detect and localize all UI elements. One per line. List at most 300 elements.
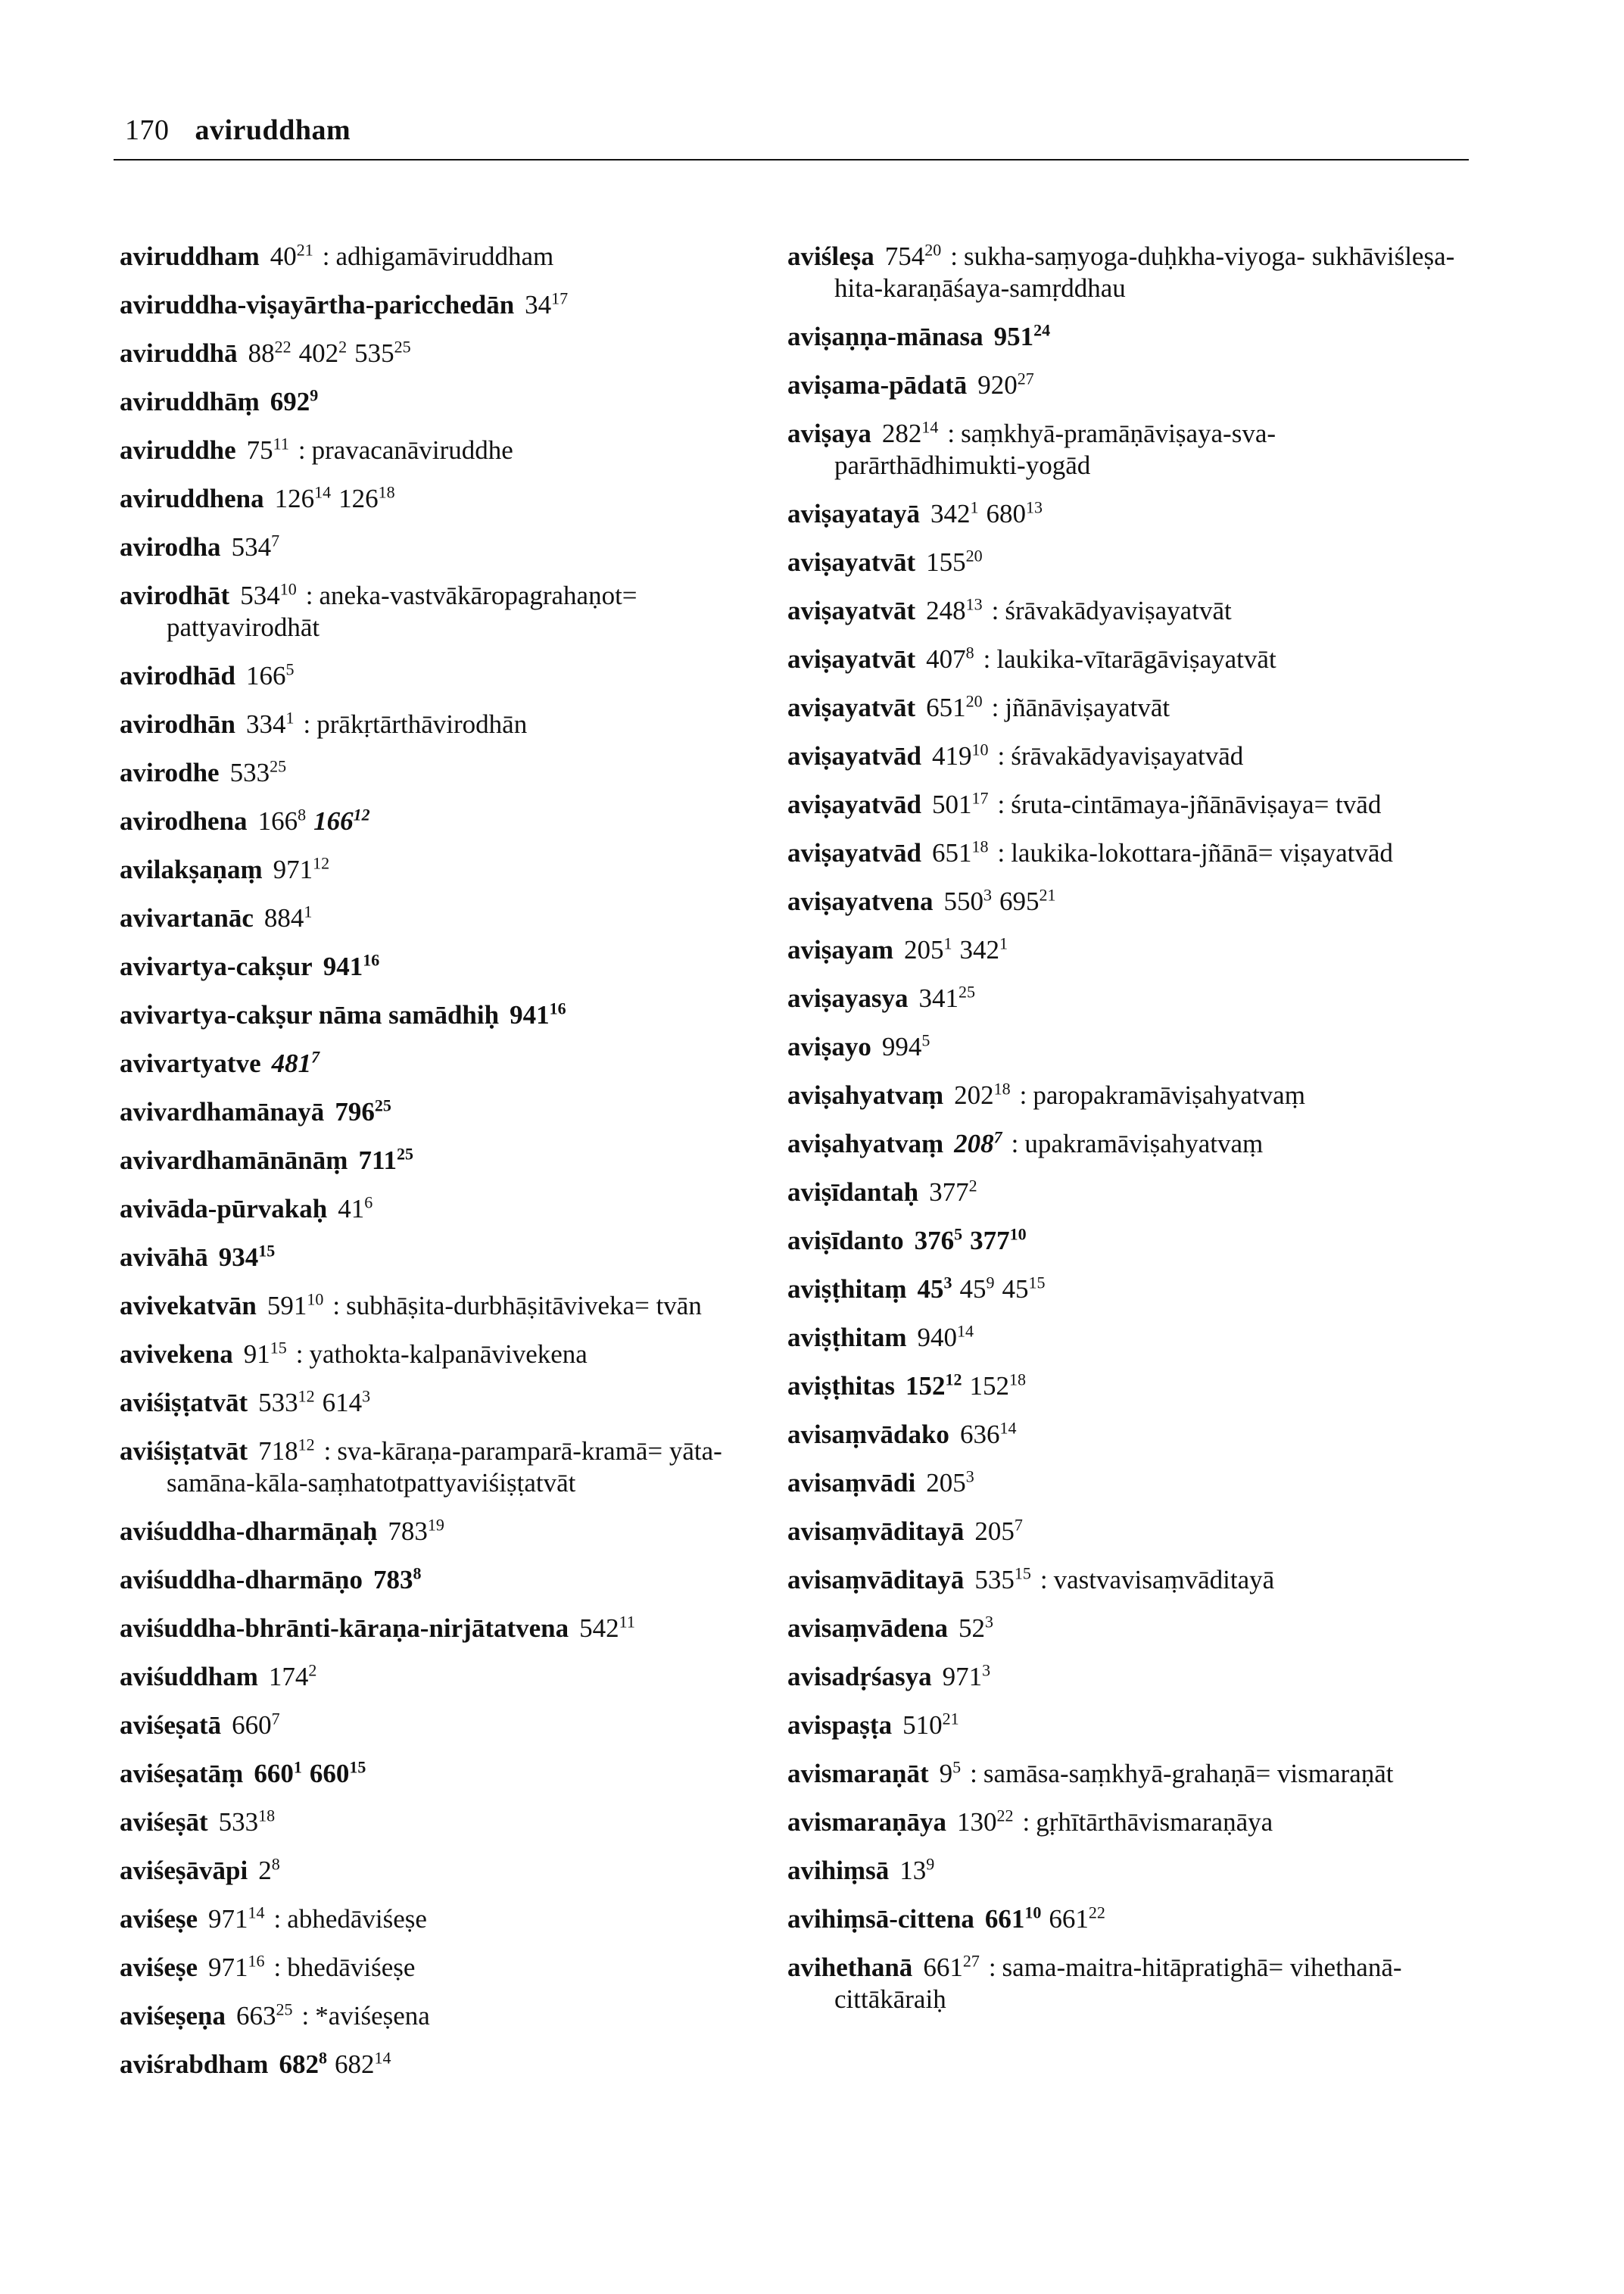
page-number: 166 — [257, 806, 298, 836]
page-reference — [999, 887, 1056, 916]
index-entry — [120, 660, 786, 692]
entry-headword: aviṣayo — [787, 1032, 871, 1061]
index-entry — [787, 934, 1469, 966]
page-number: 971 — [942, 1662, 983, 1691]
page-number: 971 — [208, 1904, 248, 1934]
index-entry — [787, 1225, 1469, 1257]
line-number: 2 — [968, 1176, 977, 1195]
gloss-separator: : — [303, 709, 311, 739]
line-number: 2 — [308, 1660, 317, 1680]
page-number: 941 — [510, 1000, 550, 1030]
page-reference — [270, 387, 319, 416]
page-number: 377 — [970, 1226, 1010, 1255]
page-reference — [236, 2001, 293, 2031]
line-number: 7 — [1014, 1515, 1023, 1535]
entry-headword: avisaṃvādena — [787, 1613, 948, 1643]
entry-headword: avivekatvān — [120, 1291, 257, 1320]
entry-headword: avisaṃvādako — [787, 1420, 949, 1449]
entry-headword: aviṣayatvād — [787, 790, 921, 819]
page-reference — [902, 1710, 959, 1740]
page-number: 2 — [258, 1856, 272, 1885]
page-number: 934 — [218, 1242, 259, 1272]
line-number: 10 — [1024, 1903, 1042, 1922]
page-reference — [358, 1145, 413, 1175]
entry-headword: avismaraṇāt — [787, 1759, 929, 1788]
entry-headword: aviśeṣatāṃ — [120, 1759, 244, 1788]
entry-headword: aviṣayasya — [787, 983, 909, 1013]
index-entry — [120, 1710, 786, 1741]
page-number: 534 — [231, 532, 272, 562]
entry-headword: avirodha — [120, 532, 221, 562]
index-entry — [120, 1516, 786, 1548]
page-number: 695 — [999, 887, 1040, 916]
entry-headword: avispaṣṭa — [787, 1710, 893, 1740]
page-reference — [254, 1759, 302, 1788]
index-entry — [120, 1806, 786, 1838]
index-entry — [787, 740, 1469, 772]
page-number: 377 — [929, 1177, 969, 1207]
entry-headword: avirodhād — [120, 661, 236, 690]
page-reference — [943, 1662, 991, 1691]
line-number: 16 — [363, 950, 380, 970]
line-number: 1 — [293, 1757, 302, 1777]
page-number: 940 — [917, 1323, 957, 1352]
page-reference — [926, 644, 974, 674]
index-entry — [787, 321, 1469, 353]
line-number: 3 — [984, 1612, 993, 1632]
page-reference — [923, 1953, 980, 1982]
page-reference — [247, 435, 289, 465]
line-number: 12 — [298, 1435, 315, 1454]
line-number: 18 — [378, 482, 395, 502]
line-number: 18 — [993, 1079, 1011, 1099]
entry-gloss: laukika-lokottara-jñānā= viṣayatvād — [1011, 838, 1393, 868]
line-number: 15 — [258, 1241, 276, 1261]
entry-headword: aviṣayatvāt — [787, 596, 916, 625]
entry-headword: aviśuddha-dharmāṇo — [120, 1565, 363, 1594]
index-entry — [787, 1758, 1469, 1790]
index-entry — [120, 1193, 786, 1225]
entry-headword: avisadṛśasya — [787, 1662, 932, 1691]
page-reference — [246, 709, 295, 739]
page-number: 130 — [957, 1807, 997, 1837]
line-number: 14 — [374, 2048, 391, 2068]
index-entry — [787, 1128, 1469, 1160]
line-number: 13 — [965, 594, 983, 614]
line-number: 25 — [270, 756, 287, 776]
page-reference — [969, 1371, 1026, 1401]
index-entry — [787, 1806, 1469, 1838]
page-reference — [970, 1226, 1027, 1255]
page-number: 174 — [268, 1662, 309, 1691]
page-number: 783 — [372, 1565, 413, 1594]
page-number: 535 — [974, 1565, 1015, 1594]
page-reference — [960, 935, 1008, 965]
page-number: 680 — [986, 499, 1026, 528]
page-number: 170 — [125, 114, 170, 146]
page-number: 205 — [926, 1468, 966, 1498]
index-entry — [120, 1096, 786, 1128]
index-entry — [787, 595, 1469, 627]
index-entry — [120, 1290, 786, 1322]
index-entry — [787, 644, 1469, 675]
line-number: 10 — [1009, 1224, 1027, 1244]
index-entry — [120, 2049, 786, 2080]
line-number: 12 — [313, 853, 330, 873]
page-reference — [208, 1953, 265, 1982]
page-number: 591 — [267, 1291, 307, 1320]
gloss-separator: : — [988, 1953, 996, 1982]
line-number: 21 — [296, 240, 313, 260]
page-number: 796 — [335, 1097, 375, 1127]
gloss-separator: : — [295, 1339, 304, 1369]
page-number: 718 — [258, 1436, 298, 1466]
entry-headword: aviṣayatvāt — [787, 644, 916, 674]
entry-headword: avisaṃvāditayā — [787, 1516, 965, 1546]
index-entry — [120, 2000, 786, 2032]
page-reference — [323, 952, 380, 981]
index-entry — [120, 386, 786, 418]
line-number: 7 — [271, 531, 280, 550]
page-reference — [926, 1468, 974, 1498]
page-reference — [1002, 1274, 1046, 1304]
index-entry — [120, 757, 786, 789]
line-number: 27 — [962, 1951, 980, 1971]
index-entry — [120, 806, 786, 837]
page-reference — [899, 1856, 934, 1885]
line-number: 3 — [982, 1660, 991, 1680]
page-number: 534 — [240, 581, 280, 610]
entry-headword: aviśuddha-dharmāṇaḥ — [120, 1516, 378, 1546]
entry-headword: aviṣayatvād — [787, 741, 921, 771]
entry-headword: aviśleṣa — [787, 242, 874, 271]
page-number: 376 — [914, 1226, 955, 1255]
page-number: 542 — [579, 1613, 619, 1643]
entry-headword: aviṣayatayā — [787, 499, 920, 528]
entry-headword: aviṣṭhitaṃ — [787, 1274, 907, 1304]
page-number: 651 — [926, 693, 966, 722]
index-entry — [120, 1387, 786, 1419]
entry-headword: avirodhena — [120, 806, 248, 836]
line-number: 3 — [943, 1273, 952, 1292]
entry-gloss: śruta-cintāmaya-jñānāviṣaya= tvād — [1011, 790, 1382, 819]
entry-headword: aviśuddha-bhrānti-kāraṇa-nirjātatvena — [120, 1613, 569, 1643]
index-entry — [120, 1048, 786, 1080]
index-entry — [787, 789, 1469, 821]
entry-headword: aviṣīdantaḥ — [787, 1177, 919, 1207]
page-reference — [275, 484, 332, 513]
page-reference — [918, 983, 975, 1013]
line-number: 25 — [374, 1096, 391, 1115]
index-entry — [120, 1564, 786, 1596]
entry-gloss: sukha-saṃyoga-duḥkha-viyoga- sukhāviśleṣa-hita-karaṇāśaya-samṛddhau — [834, 242, 1455, 303]
entry-headword: avismaraṇāya — [787, 1807, 946, 1837]
line-number: 12 — [945, 1370, 962, 1389]
index-entry — [120, 1339, 786, 1370]
page-reference — [373, 1565, 422, 1594]
entry-gloss: subhāṣita-durbhāṣitāviveka= tvān — [346, 1291, 702, 1320]
entry-headword: avivekena — [120, 1339, 233, 1369]
line-number: 15 — [349, 1757, 366, 1777]
line-number: 18 — [258, 1806, 276, 1825]
page-number: 13 — [899, 1856, 927, 1885]
page-number: 533 — [258, 1388, 298, 1417]
line-number: 3 — [362, 1386, 371, 1406]
page-reference — [885, 242, 942, 271]
gloss-separator: : — [301, 2001, 310, 2031]
page-reference — [230, 758, 287, 787]
page-reference — [219, 1242, 276, 1272]
page-number: 202 — [954, 1080, 994, 1110]
line-number: 14 — [248, 1903, 265, 1922]
line-number: 18 — [1008, 1370, 1026, 1389]
index-entry — [787, 1031, 1469, 1063]
page-number: 481 — [271, 1049, 312, 1078]
entry-gloss: pravacanāviruddhe — [311, 435, 513, 465]
page-reference — [954, 1080, 1011, 1110]
gloss-separator: : — [970, 1759, 977, 1788]
line-number: 14 — [999, 1418, 1017, 1438]
entry-gloss: upakramāviṣahyatvaṃ — [1024, 1129, 1264, 1158]
page-reference — [267, 1291, 324, 1320]
index-entry — [787, 1370, 1469, 1402]
line-number: 15 — [270, 1338, 287, 1357]
index-entry — [787, 1564, 1469, 1596]
page-number: 660 — [254, 1759, 294, 1788]
entry-gloss: paropakramāviṣahyatvaṃ — [1033, 1080, 1305, 1110]
index-entry — [787, 837, 1469, 869]
entry-headword: avivardhamānayā — [120, 1097, 325, 1127]
page-number: 951 — [993, 322, 1034, 351]
index-entry — [120, 709, 786, 740]
entry-headword: avisaṃvāditayā — [787, 1565, 965, 1594]
line-number: 3 — [965, 1466, 974, 1486]
line-number: 25 — [394, 337, 411, 357]
page-reference — [388, 1516, 444, 1546]
gloss-separator: : — [1019, 1080, 1027, 1110]
page-reference — [974, 1516, 1023, 1546]
entry-headword: avihiṃsā — [787, 1856, 890, 1885]
entry-gloss: abhedāviśeṣe — [287, 1904, 427, 1934]
entry-gloss: prākṛtārthāvirodhān — [316, 709, 528, 739]
entry-headword: aviṣṭhitas — [787, 1371, 895, 1401]
page-number: 783 — [388, 1516, 428, 1546]
entry-gloss: sama-maitra-hitāpratighā= vihethanā-cittākāraiḥ — [834, 1953, 1402, 2014]
page-number: 550 — [943, 887, 983, 916]
index-entry — [120, 902, 786, 934]
entry-gloss: aneka-vastvākāropagrahaṇot= pattyavirodhāt — [167, 581, 637, 642]
page-reference — [974, 1565, 1031, 1594]
page-reference — [272, 1049, 320, 1078]
line-number: 9 — [986, 1273, 995, 1292]
page-reference — [915, 1226, 963, 1255]
entry-gloss: gṛhītārthāvismaraṇāya — [1036, 1807, 1273, 1837]
line-number: 22 — [996, 1806, 1014, 1825]
line-number: 2 — [338, 337, 348, 357]
entry-headword: aviśuddham — [120, 1662, 258, 1691]
page-number: 205 — [904, 935, 944, 965]
page-reference — [313, 806, 370, 836]
page-reference — [926, 693, 983, 722]
entry-headword: aviruddhā — [120, 338, 238, 368]
index-entry — [120, 483, 786, 515]
entry-headword: avihiṃsā-cittena — [787, 1904, 974, 1934]
page-number: 941 — [323, 952, 363, 981]
page-number: 419 — [931, 741, 972, 771]
gloss-separator: : — [997, 741, 1005, 771]
index-entry — [787, 498, 1469, 530]
gloss-separator: : — [983, 644, 991, 674]
index-entry — [120, 1661, 786, 1693]
line-number: 20 — [924, 240, 942, 260]
page-number: 663 — [236, 2001, 276, 2031]
entry-gloss: śrāvakādyaviṣayatvāt — [1005, 596, 1232, 625]
page-reference — [335, 2049, 391, 2079]
page-reference — [279, 2049, 327, 2079]
page-number: 40 — [270, 242, 297, 271]
index-entry — [120, 951, 786, 983]
line-number: 10 — [971, 740, 989, 759]
page-number: 971 — [273, 855, 313, 884]
entry-headword: aviṣaya — [787, 419, 871, 448]
page-number: 152 — [905, 1371, 946, 1401]
index-entry — [120, 241, 786, 273]
gloss-separator: : — [323, 1436, 332, 1466]
index-entry — [787, 692, 1469, 724]
line-number: 7 — [993, 1127, 1002, 1147]
line-number: 13 — [1026, 497, 1043, 517]
page-reference — [258, 806, 307, 836]
page-number: 402 — [298, 338, 339, 368]
page-number: 711 — [358, 1145, 397, 1175]
index-entry — [120, 531, 786, 563]
line-number: 1 — [970, 497, 979, 517]
page-number: 994 — [881, 1032, 922, 1061]
page-reference — [310, 1759, 366, 1788]
entry-headword: aviṣīdanto — [787, 1226, 904, 1255]
line-number: 9 — [310, 385, 319, 405]
page-number: 682 — [334, 2049, 375, 2079]
entry-headword: aviruddhena — [120, 484, 264, 513]
line-number: 21 — [1039, 885, 1056, 905]
gloss-separator: : — [1022, 1807, 1030, 1837]
page-reference — [960, 1274, 995, 1304]
page-reference — [338, 1194, 372, 1223]
line-number: 24 — [1033, 320, 1051, 340]
page-reference — [258, 1436, 315, 1466]
index-entry — [787, 1952, 1469, 2015]
entry-headword: aviṣayatvād — [787, 838, 921, 868]
page-reference — [240, 581, 297, 610]
page-reference — [904, 935, 952, 965]
running-title: aviruddham — [195, 114, 351, 146]
line-number: 25 — [397, 1144, 414, 1164]
page-reference — [299, 338, 348, 368]
page-number: 920 — [977, 370, 1018, 400]
line-number: 16 — [248, 1951, 265, 1971]
page-number: 208 — [954, 1129, 994, 1158]
index-entry — [787, 1080, 1469, 1111]
entry-headword: avivartya-cakṣur nāma samādhiḥ — [120, 1000, 500, 1030]
left-column — [120, 241, 786, 2097]
page-reference — [960, 1420, 1017, 1449]
page-number: 614 — [322, 1388, 363, 1417]
index-entry — [787, 547, 1469, 578]
gloss-separator: : — [298, 435, 306, 465]
page-reference — [882, 419, 939, 448]
index-entry — [120, 1145, 786, 1177]
entry-headword: avivartanāc — [120, 903, 254, 933]
line-number: 5 — [921, 1030, 930, 1050]
page-reference — [959, 1613, 993, 1643]
page-reference — [926, 596, 983, 625]
page-number: 692 — [270, 387, 310, 416]
page-number: 126 — [274, 484, 315, 513]
line-number: 14 — [957, 1321, 974, 1341]
gloss-separator: : — [322, 242, 330, 271]
page-number: 535 — [354, 338, 394, 368]
index-entry — [120, 580, 786, 644]
page-reference — [269, 1662, 317, 1691]
page-reference — [338, 484, 395, 513]
index-entry — [787, 983, 1469, 1015]
line-number: 20 — [965, 691, 983, 711]
line-number: 9 — [926, 1854, 935, 1874]
page-reference — [244, 1339, 287, 1369]
line-number: 25 — [958, 982, 975, 1002]
gloss-separator: : — [305, 581, 313, 610]
index-entry — [787, 241, 1469, 304]
page-reference — [930, 499, 979, 528]
entry-headword: aviruddhāṃ — [120, 387, 260, 416]
page-reference — [954, 1129, 1002, 1158]
page-reference — [987, 499, 1043, 528]
index-entry — [120, 1855, 786, 1887]
entry-headword: aviśiṣṭatvāt — [120, 1436, 248, 1466]
index-entry — [787, 1903, 1469, 1935]
line-number: 5 — [285, 659, 295, 679]
page-number: 342 — [959, 935, 999, 965]
entry-headword: aviṣaṇṇa-mānasa — [787, 322, 983, 351]
gloss-separator: : — [332, 1291, 341, 1320]
page-number: 636 — [959, 1420, 1000, 1449]
page-reference — [957, 1807, 1014, 1837]
line-number: 1 — [999, 933, 1008, 953]
line-number: 11 — [273, 434, 289, 454]
page-reference — [323, 1388, 371, 1417]
page-reference — [258, 1856, 280, 1885]
line-number: 8 — [413, 1563, 422, 1583]
index-entry — [787, 1322, 1469, 1354]
entry-headword: aviśeṣāvāpi — [120, 1856, 248, 1885]
line-number: 3 — [983, 885, 992, 905]
page-reference — [232, 1710, 280, 1740]
entry-gloss: vastvavisaṃvāditayā — [1053, 1565, 1275, 1594]
page-number: 660 — [309, 1759, 350, 1788]
index-entry — [787, 1516, 1469, 1548]
index-entry — [120, 1758, 786, 1790]
page-reference — [932, 838, 989, 868]
entry-headword: aviśeṣatā — [120, 1710, 222, 1740]
page-reference — [918, 1274, 952, 1304]
line-number: 10 — [307, 1289, 324, 1309]
entry-headword: avivartyatve — [120, 1049, 261, 1078]
page-number: 166 — [246, 661, 286, 690]
entry-headword: avirodhāt — [120, 581, 230, 610]
page-reference — [354, 338, 411, 368]
index-entry — [120, 338, 786, 369]
gloss-separator: : — [1040, 1565, 1048, 1594]
